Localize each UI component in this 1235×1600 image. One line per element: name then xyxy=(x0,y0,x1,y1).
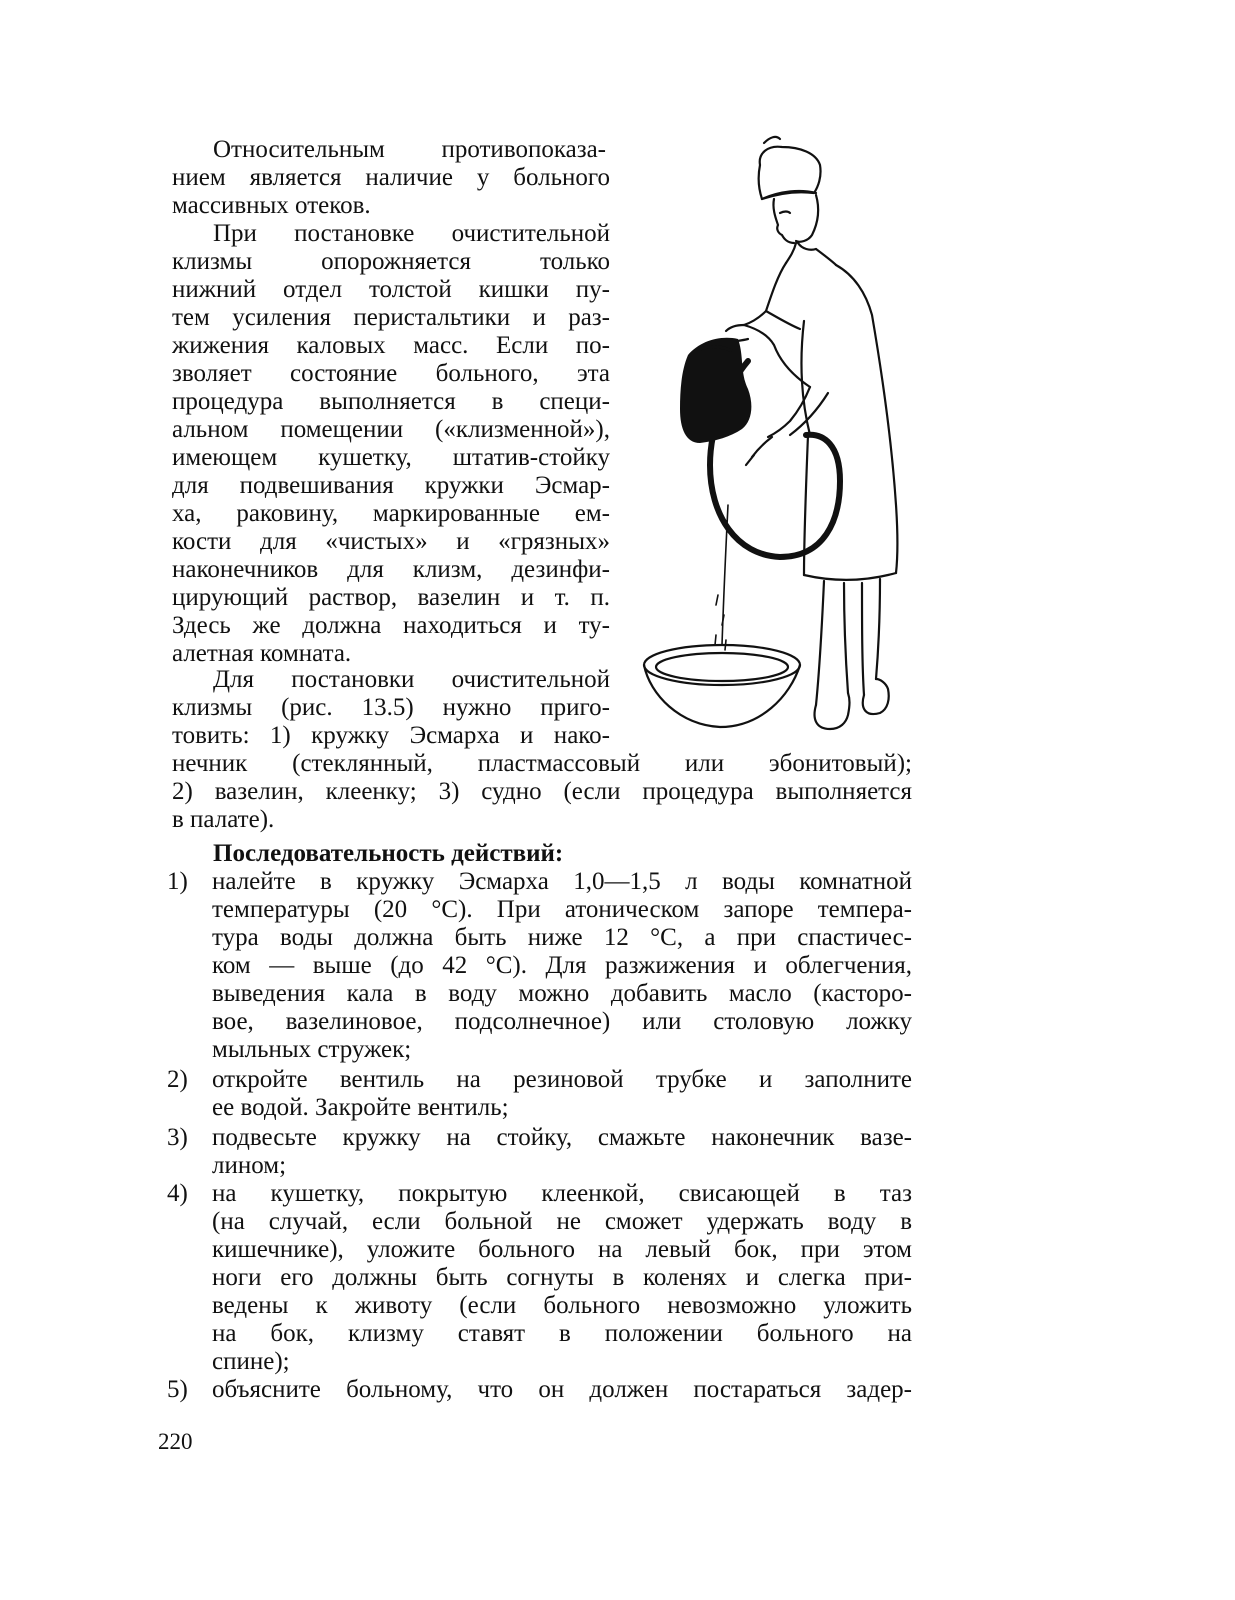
item-1-line-5: выведения кала в воду можно добавить масло (касторо- xyxy=(212,980,912,1007)
intro-p3-line-2: клизмы (рис. 13.5) нужно приго- xyxy=(172,694,610,721)
nurse-with-esmarch-mug-illustration xyxy=(640,125,925,745)
item-1-line-6: вое, вазелиновое, подсолнечное) или столовую ложку xyxy=(212,1008,912,1035)
item-2-line-1: откройте вентиль на резиновой трубке и заполните xyxy=(212,1066,912,1093)
item-1-line-3: тура воды должна быть ниже 12 °С, а при спастичес- xyxy=(212,924,912,951)
item-1-line-4: ком — выше (до 42 °С). Для разжижения и облегчения, xyxy=(212,952,912,979)
item-5-line-1: объясните больному, что он должен постараться задер- xyxy=(212,1376,912,1403)
intro-p2-line-8: альном помещении («клизменной»), xyxy=(172,416,610,443)
sequence-heading: Последовательность действий: xyxy=(213,840,564,867)
item-5-number: 5) xyxy=(167,1376,188,1403)
intro-p3-line-5: 2) вазелин, клеенку; 3) судно (если процедура выполняется xyxy=(172,778,912,805)
intro-p2-line-11: ха, раковину, маркированные ем- xyxy=(172,500,610,527)
item-4-line-2: (на случай, если больной не сможет удержать воду в xyxy=(212,1208,912,1235)
item-3-line-2: лином; xyxy=(212,1152,287,1179)
item-4-line-5: ведены к животу (если больного невозможно уложить xyxy=(212,1292,912,1319)
intro-p2-line-16: алетная комната. xyxy=(172,640,352,667)
item-4-line-1: на кушетку, покрытую клеенкой, свисающей в таз xyxy=(212,1180,912,1207)
intro-p2-line-14: цирующий раствор, вазелин и т. п. xyxy=(172,584,610,611)
intro-p2-line-10: для подвешивания кружки Эсмар- xyxy=(172,472,610,499)
intro-p2-line-4: тем усиления перистальтики и раз- xyxy=(172,304,610,331)
item-4-number: 4) xyxy=(167,1180,188,1207)
illustration-svg xyxy=(640,125,925,745)
item-4-line-4: ноги его должны быть согнуты в коленях и слегка при- xyxy=(212,1264,912,1291)
item-1-line-1: налейте в кружку Эсмарха 1,0—1,5 л воды комнатной xyxy=(212,868,912,895)
intro-p1-line-2: нием является наличие у больного xyxy=(172,164,610,191)
item-2-number: 2) xyxy=(167,1066,188,1093)
intro-p2-line-12: кости для «чистых» и «грязных» xyxy=(172,528,610,555)
intro-p2-line-6: зволяет состояние больного, эта xyxy=(172,360,610,387)
intro-p3-line-6: в палате). xyxy=(172,806,275,833)
intro-p3-line-1: Для постановки очистительной xyxy=(213,666,610,693)
item-4-line-7: спине); xyxy=(212,1348,290,1375)
intro-p2-line-3: нижний отдел толстой кишки пу- xyxy=(172,276,610,303)
intro-p1-line-3: массивных отеков. xyxy=(172,192,371,219)
page-number: 220 xyxy=(158,1429,193,1454)
intro-p3-line-4: нечник (стеклянный, пластмассовый или эбонитовый); xyxy=(172,750,912,777)
item-2-line-2: ее водой. Закройте вентиль; xyxy=(212,1094,509,1121)
item-3-line-1: подвесьте кружку на стойку, смажьте наконечник вазе- xyxy=(212,1124,912,1151)
intro-p2-line-2: клизмы опорожняется только xyxy=(172,248,610,275)
item-3-number: 3) xyxy=(167,1124,188,1151)
item-1-line-7: мыльных стружек; xyxy=(212,1036,412,1063)
intro-p2-line-9: имеющем кушетку, штатив-стойку xyxy=(172,444,610,471)
item-1-number: 1) xyxy=(167,868,188,895)
intro-p2-line-5: жижения каловых масс. Если по- xyxy=(172,332,610,359)
intro-p2-line-15: Здесь же должна находиться и ту- xyxy=(172,612,610,639)
intro-p2-line-13: наконечников для клизм, дезинфи- xyxy=(172,556,610,583)
intro-p3-line-3: товить: 1) кружку Эсмарха и нако- xyxy=(172,722,610,749)
item-1-line-2: температуры (20 °С). При атоническом запоре темпера- xyxy=(212,896,912,923)
intro-p1-line-1: Относительным противопоказа- xyxy=(213,136,606,163)
item-4-line-3: кишечнике), уложите больного на левый бок, при этом xyxy=(212,1236,912,1263)
intro-p2-line-7: процедура выполняется в специ- xyxy=(172,388,610,415)
item-4-line-6: на бок, клизму ставят в положении больного на xyxy=(212,1320,912,1347)
intro-p2-line-1: При постановке очистительной xyxy=(213,220,610,247)
